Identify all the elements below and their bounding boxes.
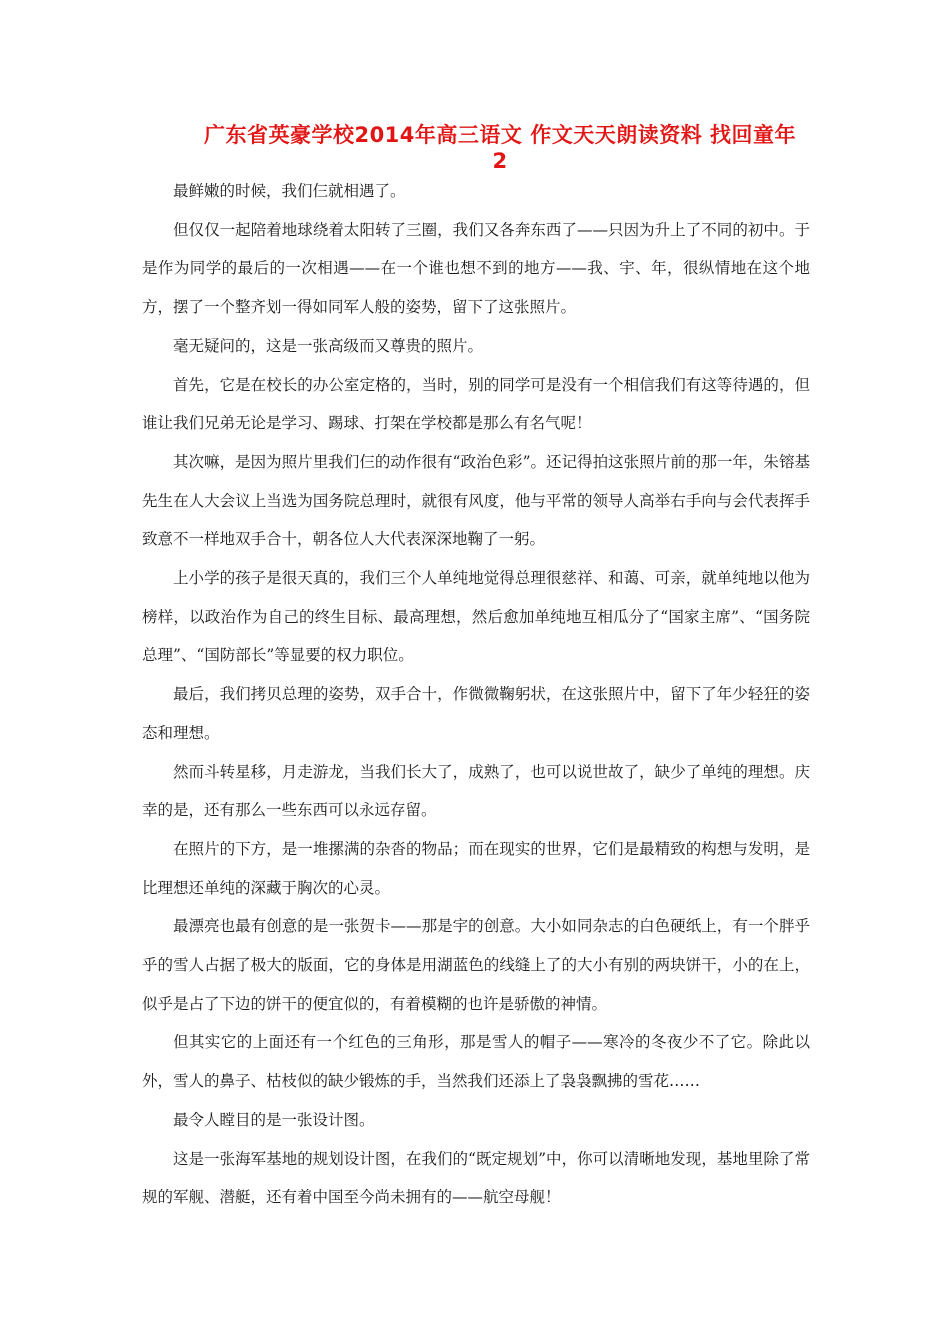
paragraph-5: 其次嘛，是因为照片里我们仨的动作很有“政治色彩”。还记得拍这张照片前的那一年，朱镕基先生在人大会议上当选为国务院总理时，就很有风度，他与平常的领导人高举右手向与会代表挥手致意不一样地双手合十，朝各位人大代表深深地鞠了一躬。 xyxy=(142,452,810,549)
paragraph-6: 上小学的孩子是很天真的，我们三个人单纯地觉得总理很慈祥、和蔼、可亲，就单纯地以他为榜样，以政治作为自己的终生目标、最高理想，然后愈加单纯地互相瓜分了“国家主席”、“国务院总理”、“国防部长”等显要的权力职位。 xyxy=(142,569,810,665)
document-body xyxy=(142,172,810,1217)
paragraph-3: 毫无疑问的，这是一张高级而又尊贵的照片。 xyxy=(173,336,484,355)
paragraph-7: 最后，我们拷贝总理的姿势，双手合十，作微微鞠躬状，在这张照片中，留下了年少轻狂的姿态和理想。 xyxy=(142,685,810,742)
paragraph-4: 首先，它是在校长的办公室定格的，当时，别的同学可是没有一个相信我们有这等待遇的，但谁让我们兄弟无论是学习、踢球、打架在学校都是那么有名气呢！ xyxy=(142,375,810,433)
paragraph-2: 但仅仅一起陪着地球绕着太阳转了三圈，我们又各奔东西了——只因为升上了不同的初中。于是作为同学的最后的一次相遇——在一个谁也想不到的地方——我、宇、年，很纵情地在这个地方，摆了一个整齐划一得如同军人般的姿势，留下了这张照片。 xyxy=(142,220,810,317)
title-line-1: 广东省英豪学校2014年高三语文 作文天天朗读资料 找回童年 xyxy=(203,123,797,147)
paragraph-11: 但其实它的上面还有一个红色的三角形，那是雪人的帽子——寒冷的冬夜少不了它。除此以外，雪人的鼻子、枯枝似的缺少锻炼的手，当然我们还添上了袅袅飘拂的雪花…… xyxy=(142,1033,810,1091)
paragraph-9: 在照片的下方，是一堆摞满的杂沓的物品；而在现实的世界，它们是最精致的构想与发明，是比理想还单纯的深藏于胸次的心灵。 xyxy=(142,839,810,897)
paragraph-1: 最鲜嫩的时候，我们仨就相遇了。 xyxy=(173,182,406,200)
title-line-2: 2 xyxy=(492,149,508,173)
paragraph-13: 这是一张海军基地的规划设计图，在我们的“既定规划”中，你可以清晰地发现，基地里除了常规的军舰、潜艇，还有着中国至今尚未拥有的——航空母舰！ xyxy=(142,1149,810,1207)
paragraph-8: 然而斗转星移，月走游龙，当我们长大了，成熟了，也可以说世故了，缺少了单纯的理想。庆幸的是，还有那么一些东西可以永远存留。 xyxy=(142,762,810,820)
document-title xyxy=(140,122,860,174)
paragraph-10: 最漂亮也最有创意的是一张贺卡——那是宇的创意。大小如同杂志的白色硬纸上，有一个胖乎乎的雪人占据了极大的版面，它的身体是用湖蓝色的线缝上了的大小有别的两块饼干，小的在上，似乎是占了下边的饼干的便宜似的，有着模糊的也许是骄傲的神情。 xyxy=(142,917,810,1013)
paragraph-12: 最令人瞠目的是一张设计图。 xyxy=(173,1110,375,1129)
